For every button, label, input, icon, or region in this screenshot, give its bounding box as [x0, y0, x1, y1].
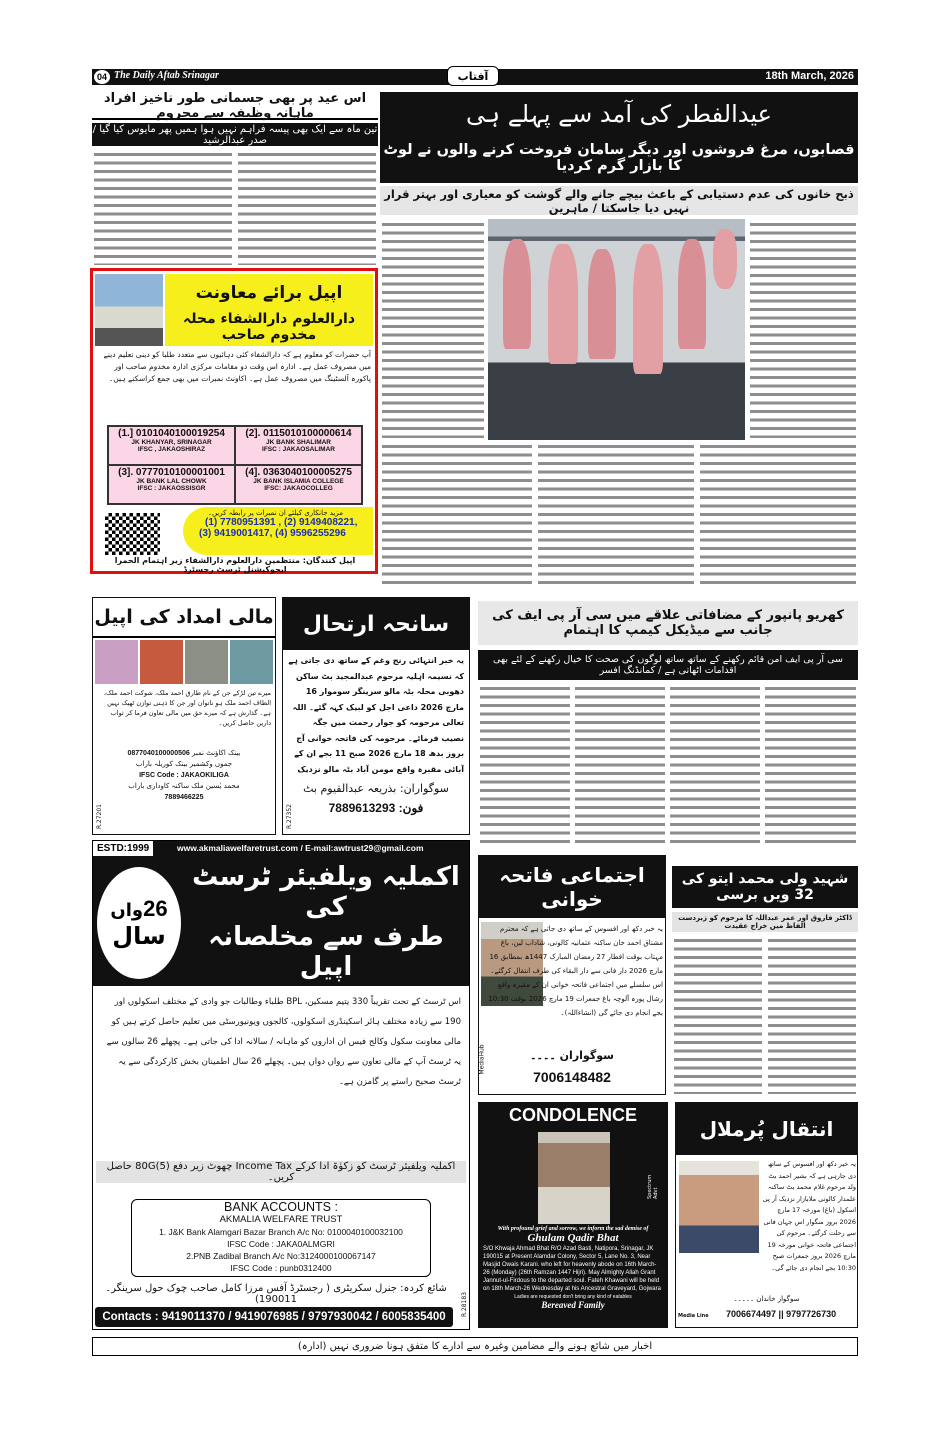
deceased-photo: [679, 1161, 759, 1253]
ifsc-code-2: IFSC Code : punb0312400: [230, 1263, 332, 1273]
ifsc-code: IFSC : JAKAOSALIMAR: [262, 446, 335, 453]
bank-accounts-box: [131, 1199, 431, 1277]
story-headline: اس عید پر بھی جسمانی طور ناخیز افراد ماہانہ وظیفہ سے محروم: [92, 94, 378, 120]
akmalia-body: اس ٹرسٹ کے تحت تقریباً 330 یتیم مسکین، BPL طلباء وطالبات جو وادی کے مختلف اسکولوں اور 190 سے زیادہ مختلف ہائر اسکینڈری اسکولوں، کالجوں ویونیورسٹی میں تعلیم حاصل کرتے ہیں کو مالی معاونت سکول وکالج فیس ان اداروں کو ماہانہ / سالانہ ادا کی جاتی ہے۔ پچھلے 26 سالوں سے یہ ٹرسٹ آپ کے مالی تعاون سے رواں دواں ہیں۔ پچھلے 26 سال اطمینان بخش کارکردگی سے یہ ٹرسٹ صحیح راستے پر گامزن ہے۔: [106, 997, 461, 1087]
badge-year: سال: [112, 922, 166, 950]
family-photos: [93, 638, 275, 686]
article-body-text: [670, 684, 760, 844]
deceased-photo: [538, 1132, 610, 1224]
newspaper-logo: آفتاب: [447, 66, 499, 86]
ad-ref: R.27201: [95, 804, 103, 829]
phone-number: 7889466225: [164, 794, 204, 801]
shaheed-subheadline: ڈاکٹر فاروق اور عمر عبداللہ کا مرحوم کو زبردست الفاظ میں خراج عقیدت: [672, 912, 858, 932]
condolence-title: CONDOLENCE: [508, 1104, 637, 1125]
ifsc-code: IFSC : JAKAOSSISGR: [137, 485, 206, 492]
anniversary-badge: [97, 867, 181, 979]
ifsc-code: IFSC , JAKAOSHIRAZ: [137, 446, 206, 453]
mourners: سوگواران ۔۔۔۔: [530, 1048, 614, 1062]
established-year: ESTD:1999: [93, 841, 153, 856]
account-4: [235, 465, 362, 504]
bank-account-1: 1. J&K Bank Alamgari Bazar Branch A/c No: 0100040100032100: [159, 1227, 403, 1237]
badge-suffix: واں: [110, 900, 144, 921]
article-body-text: [480, 684, 570, 844]
mourners: سوگوار خاندان ۔۔۔۔۔: [733, 1295, 800, 1303]
mosque-photo: [95, 274, 163, 346]
trust-name: AKMALIA WELFARE TRUST: [219, 1214, 343, 1225]
article-body-text: [382, 442, 532, 588]
account-number: 0877040100000506: [127, 750, 190, 757]
ad-ref: R.27352: [285, 804, 293, 829]
obituary-title: سانحہ ارتحال: [283, 598, 469, 650]
shaheed-headline: شہید ولی محمد ایتو کی 32 ویں برسی: [672, 866, 858, 908]
appeal-footer: اپیل کنندگان: منتظمین دارالعلوم دارالشفاء زیر اہتمام الحمرا ایجوکیشنل ٹرسٹ رجسٹرڈ: [114, 556, 356, 574]
badge-number: 26: [143, 896, 168, 921]
article-body-text: [768, 936, 856, 1094]
account-3: [108, 465, 235, 504]
article-body-text: [538, 442, 694, 588]
account-number: 0115010100000614: [263, 428, 352, 439]
account-number: 0101040100019254: [135, 428, 225, 439]
page-header: [92, 69, 858, 85]
article-body-text: [674, 936, 762, 1094]
obituary-body: یہ خبر انتہائی رنج وغم کے ساتھ دی جاتی ہے کہ نسیمہ اہلیہ مرحوم عبدالمجید بٹ ساکن دھوبی محلہ بٹہ مالو سرینگر سوموار 16 مارچ 2026 داعی اجل کو لبیک کہہ گئے۔ اللہ تعالی مرحومہ کو جوار رحمت میں جگہ نصیب فرمائے۔ مرحومہ کی فاتحہ خوانی آج بروز بدھ 18 مارچ 2026 صبح 11 بجے ان کے آبائی مقبرہ واقع مومن آباد بٹہ مالو نزدیک: [288, 656, 464, 774]
financial-appeal-body: میرے تین لڑکے جن کے نام طارق احمد ملک، شوکت احمد ملک، الطاف احمد ملک ہو ناتوان اور جن کا ذہنی توازن ٹھیک نہیں ہے۔ گذارش ہے کہ میرے حق میں مالی تعاون فرما کر ثواب دارین حاصل کریں۔: [103, 689, 271, 727]
appeal-ad: [90, 268, 378, 574]
appeal-body: آپ حضرات کو معلوم ہے کہ دارالشفاء کئی دہائیوں سے متعدد طلبا کو دینی تعلیم دینے میں مصروف عمل ہے۔ ادارہ اس وقت دو مقامات مرکزی ادارہ مخدوم صاحب اور پاکورہ آلسٹینگ میں مصروف عمل ہے۔ اکاونٹ نمبرات میں بھی جمع کراسکتے ہیں۔: [103, 350, 371, 383]
bank-accounts-title: BANK ACCOUNTS :: [224, 1200, 338, 1214]
contact-box: [183, 507, 373, 555]
akmalia-ad: [92, 840, 470, 1330]
page-number: 04: [94, 70, 110, 84]
bank-name: JK BANK ISLAMIA COLLEGE: [253, 478, 344, 485]
qr-code-icon: [105, 513, 160, 555]
account-number: 0777010100001001: [135, 467, 225, 478]
account-number: 0363040100005275: [262, 467, 352, 478]
inteqal-ad: [675, 1102, 858, 1328]
akmalia-header: [93, 841, 469, 986]
appeal-title: اپیل برائے معاونت: [195, 282, 343, 303]
financial-appeal-ad: [92, 597, 276, 835]
account-1: [108, 426, 235, 465]
account-label: بینک اکاؤنٹ نمبر: [192, 749, 241, 757]
condolence-note: Ladies are requested don't bring any kind of eatables: [514, 1294, 632, 1300]
lead-headline-line2: قصابوں، مرغ فروشوں اور دیگر سامان فروخت کرنے والوں نے لوٹ کا بازار گرم کردیا: [383, 142, 855, 174]
inteqal-body: یہ خبر دکھ اور افسوس کے ساتھ دی جارہی ہے کہ بشیر احمد بٹ ولد مرحوم غلام محمد بٹ ساکنہ علمدار کالونی ملابازار نزدیک آر پی اسکول (باغ) مورخہ 17 مارچ 2026 بروز منگوار اس جہان فانی سے رحلت کرگئے۔ مرحوم کی اجتماعی فاتحہ خوانی مورخہ 19 مارچ 2026 بروز جمعرات صبح 10:30 بجے انجام دی جائے گی۔: [762, 1160, 856, 1272]
ad-ref: Media Line: [678, 1313, 709, 1319]
contact-note: مزید جانکاری کیلئے ان نمبرات پر رابطہ کریں۔: [207, 509, 343, 517]
bank-name: JK BANK SHALIMAR: [266, 439, 331, 446]
fatiha-body: یہ خبر دکھ اور افسوس کے ساتھ دی جاتی ہے کہ محترم مشتاق احمد خان ساکنہ عثمانیہ کالونی، شاداب لین، باغ مہتاب بوقت افطار 27 رمضان المبارک 1447ھ بمطابق 16 مارچ 2026 دار فانی سے دار البقاء کی طرف انتقال کرگئے۔ اس سلسلے میں اجتماعی فاتحہ خوانی ان کے مقبرہ واقع رشال پورہ آلوچہ باغ جمعرات 19 مارچ 2026 بوقت 10:30 بجے انجام دی جائے گی (انشاءاللہ)۔: [488, 925, 663, 1017]
lead-subheadline: ذبح خانوں کی عدم دستیابی کے باعث بیچے جانے والے گوشت کو معیاری اور بہتر قرار نہیں دیا جاسکتا / ماہرین: [380, 186, 858, 215]
website-email: www.akmaliawelfaretrust.com / E-mail:awtrust29@gmail.com: [177, 843, 424, 853]
ifsc-code-1: IFSC Code : JAKA0ALMGRI: [227, 1239, 335, 1249]
phone-numbers: 7006674497 || 9797726730: [726, 1309, 837, 1319]
condolence-ad: [478, 1102, 668, 1328]
ad-ref: Spectrum Advt: [647, 1174, 659, 1199]
appeal-subtitle: دارالعلوم دارالشفاء محلہ مخدوم صاحب: [182, 311, 355, 343]
article-body-text: [750, 220, 856, 438]
account-label: (3].: [118, 467, 136, 478]
lead-headline-line1: عیدالفطر کی آمد سے پہلے ہی: [466, 100, 772, 128]
obituary-ad: [282, 597, 470, 835]
article-body-text: [238, 150, 376, 265]
account-2: [235, 426, 362, 465]
ad-ref: R.28183: [461, 1292, 469, 1317]
akmalia-title-line1: اکملیہ ویلفیئر ٹرسٹ کی: [192, 862, 460, 922]
condolence-intro: With profound grief and sorrow, we inform the sad demise of: [497, 1226, 649, 1232]
account-label: (4].: [245, 467, 261, 478]
meat-market-photo: [488, 219, 745, 440]
condolence-body: S/O Khwaja Ahmad Bhat R/O Azad Basti, Natipora, Srinagar, JK 190015 at Present Alamdar Colony, Sector 5, Lane No. 3, Near Masjid Owais Karani. who left for heavenly abode on 16th March-26 (Monday) (26th Ramzan 1447 Hijri). May Almighty Allah Grant Jannut-ul-Firdous to the departed soul. Fateh Khawani will be held on 18th March-26 Wednesday at his Ancestral Graveyard, Gojwara: [483, 1246, 661, 1292]
lead-headline-box: [380, 92, 858, 183]
phone-number: 7006148482: [533, 1069, 611, 1085]
account-label: (1.]: [118, 428, 134, 439]
issue-date: 18th March, 2026: [765, 70, 854, 82]
fatiha-ad: [478, 855, 666, 1095]
akmalia-title-line2: طرف سے مخلصانہ اپیل: [208, 922, 444, 982]
article-body-text: [700, 442, 856, 588]
publisher-line: شائع کردہ: جنرل سکریٹری ( رجسٹرڈ آفس مرزا کامل صاحب چوک حول سرینگر۔190011): [105, 1283, 447, 1305]
bank-name: JK KHANYAR, SRINAGAR: [131, 439, 212, 446]
bank-account-2: 2.PNB Zadibal Branch A/c No:3124000100067147: [186, 1251, 376, 1261]
ifsc-code: IFSC: JAKAOCOLLEG: [264, 485, 333, 492]
contacts-bar: Contacts : 9419011370 / 9419076985 / 9797930042 / 6005835400: [95, 1307, 453, 1327]
contact-phones: (1) 7780951391 , (2) 9149408221,: [205, 517, 358, 528]
fatiha-title: اجتماعی فاتحہ خوانی: [479, 856, 665, 918]
disclaimer-strip: اخبار میں شائع ہونے والے مضامین وغیرہ سے ادارے کا متفق ہونا ضروری نہیں (ادارہ): [92, 1337, 858, 1356]
account-label: (2].: [245, 428, 261, 439]
bank-name: JK BANK LAL CHOWK: [136, 478, 207, 485]
bank-name: جموں وکشمیر بینک کوریلہ باراب: [135, 760, 233, 768]
phone-number: فون: 7889613293: [328, 801, 424, 815]
beneficiary-name: محمد یٰسین ملک ساکنہ کاوداری باراب: [128, 782, 240, 790]
appeal-title-box: [165, 274, 373, 346]
article-body-text: [765, 684, 856, 844]
account-grid: [107, 425, 363, 505]
ad-ref: MediaHub: [478, 1044, 486, 1075]
condolence-signature: Bereaved Family: [541, 1300, 605, 1310]
financial-appeal-title: مالی امداد کی اپیل: [93, 598, 275, 638]
article-body-text: [575, 684, 665, 844]
story-subheadline: تین ماہ سے ایک بھی پیسہ فراہم نہیں ہوا ہمیں پھر مایوس کیا گیا / صدر عبدالرشید: [92, 123, 378, 146]
mourners: سوگواران: بذریعہ عبدالقیوم بٹ: [303, 781, 449, 795]
ifsc-code: IFSC Code : JAKAOKILIGA: [139, 772, 229, 779]
deceased-name: Ghulam Qadir Bhat: [527, 1232, 619, 1244]
article-body-text: [94, 150, 232, 265]
contact-phones: (3) 9419001417, (4) 9596255296: [199, 528, 346, 539]
article-body-text: [382, 220, 484, 438]
newspaper-name: The Daily Aftab Srinagar: [114, 70, 219, 81]
inteqal-title: انتقال پُرملال: [676, 1103, 857, 1155]
medical-headline: کھریو پانپور کے مضافاتی علاقے میں سی آر پی ایف کی جانب سے میڈیکل کیمپ کا اہتمام: [478, 601, 858, 645]
tax-note: اکملیہ ویلفیئر ٹرسٹ کو زکوٰۃ ادا کرکے Income Tax چھوٹ زیر دفع (5)80G حاصل کریں۔: [96, 1161, 466, 1183]
medical-subheadline: سی آر پی ایف امن قائم رکھنے کے ساتھ ساتھ لوگوں کی صحت کا خیال رکھنے کے لئے بھی اقدامات اٹھاتی ہے / کمانڈنگ افسر: [478, 650, 858, 680]
